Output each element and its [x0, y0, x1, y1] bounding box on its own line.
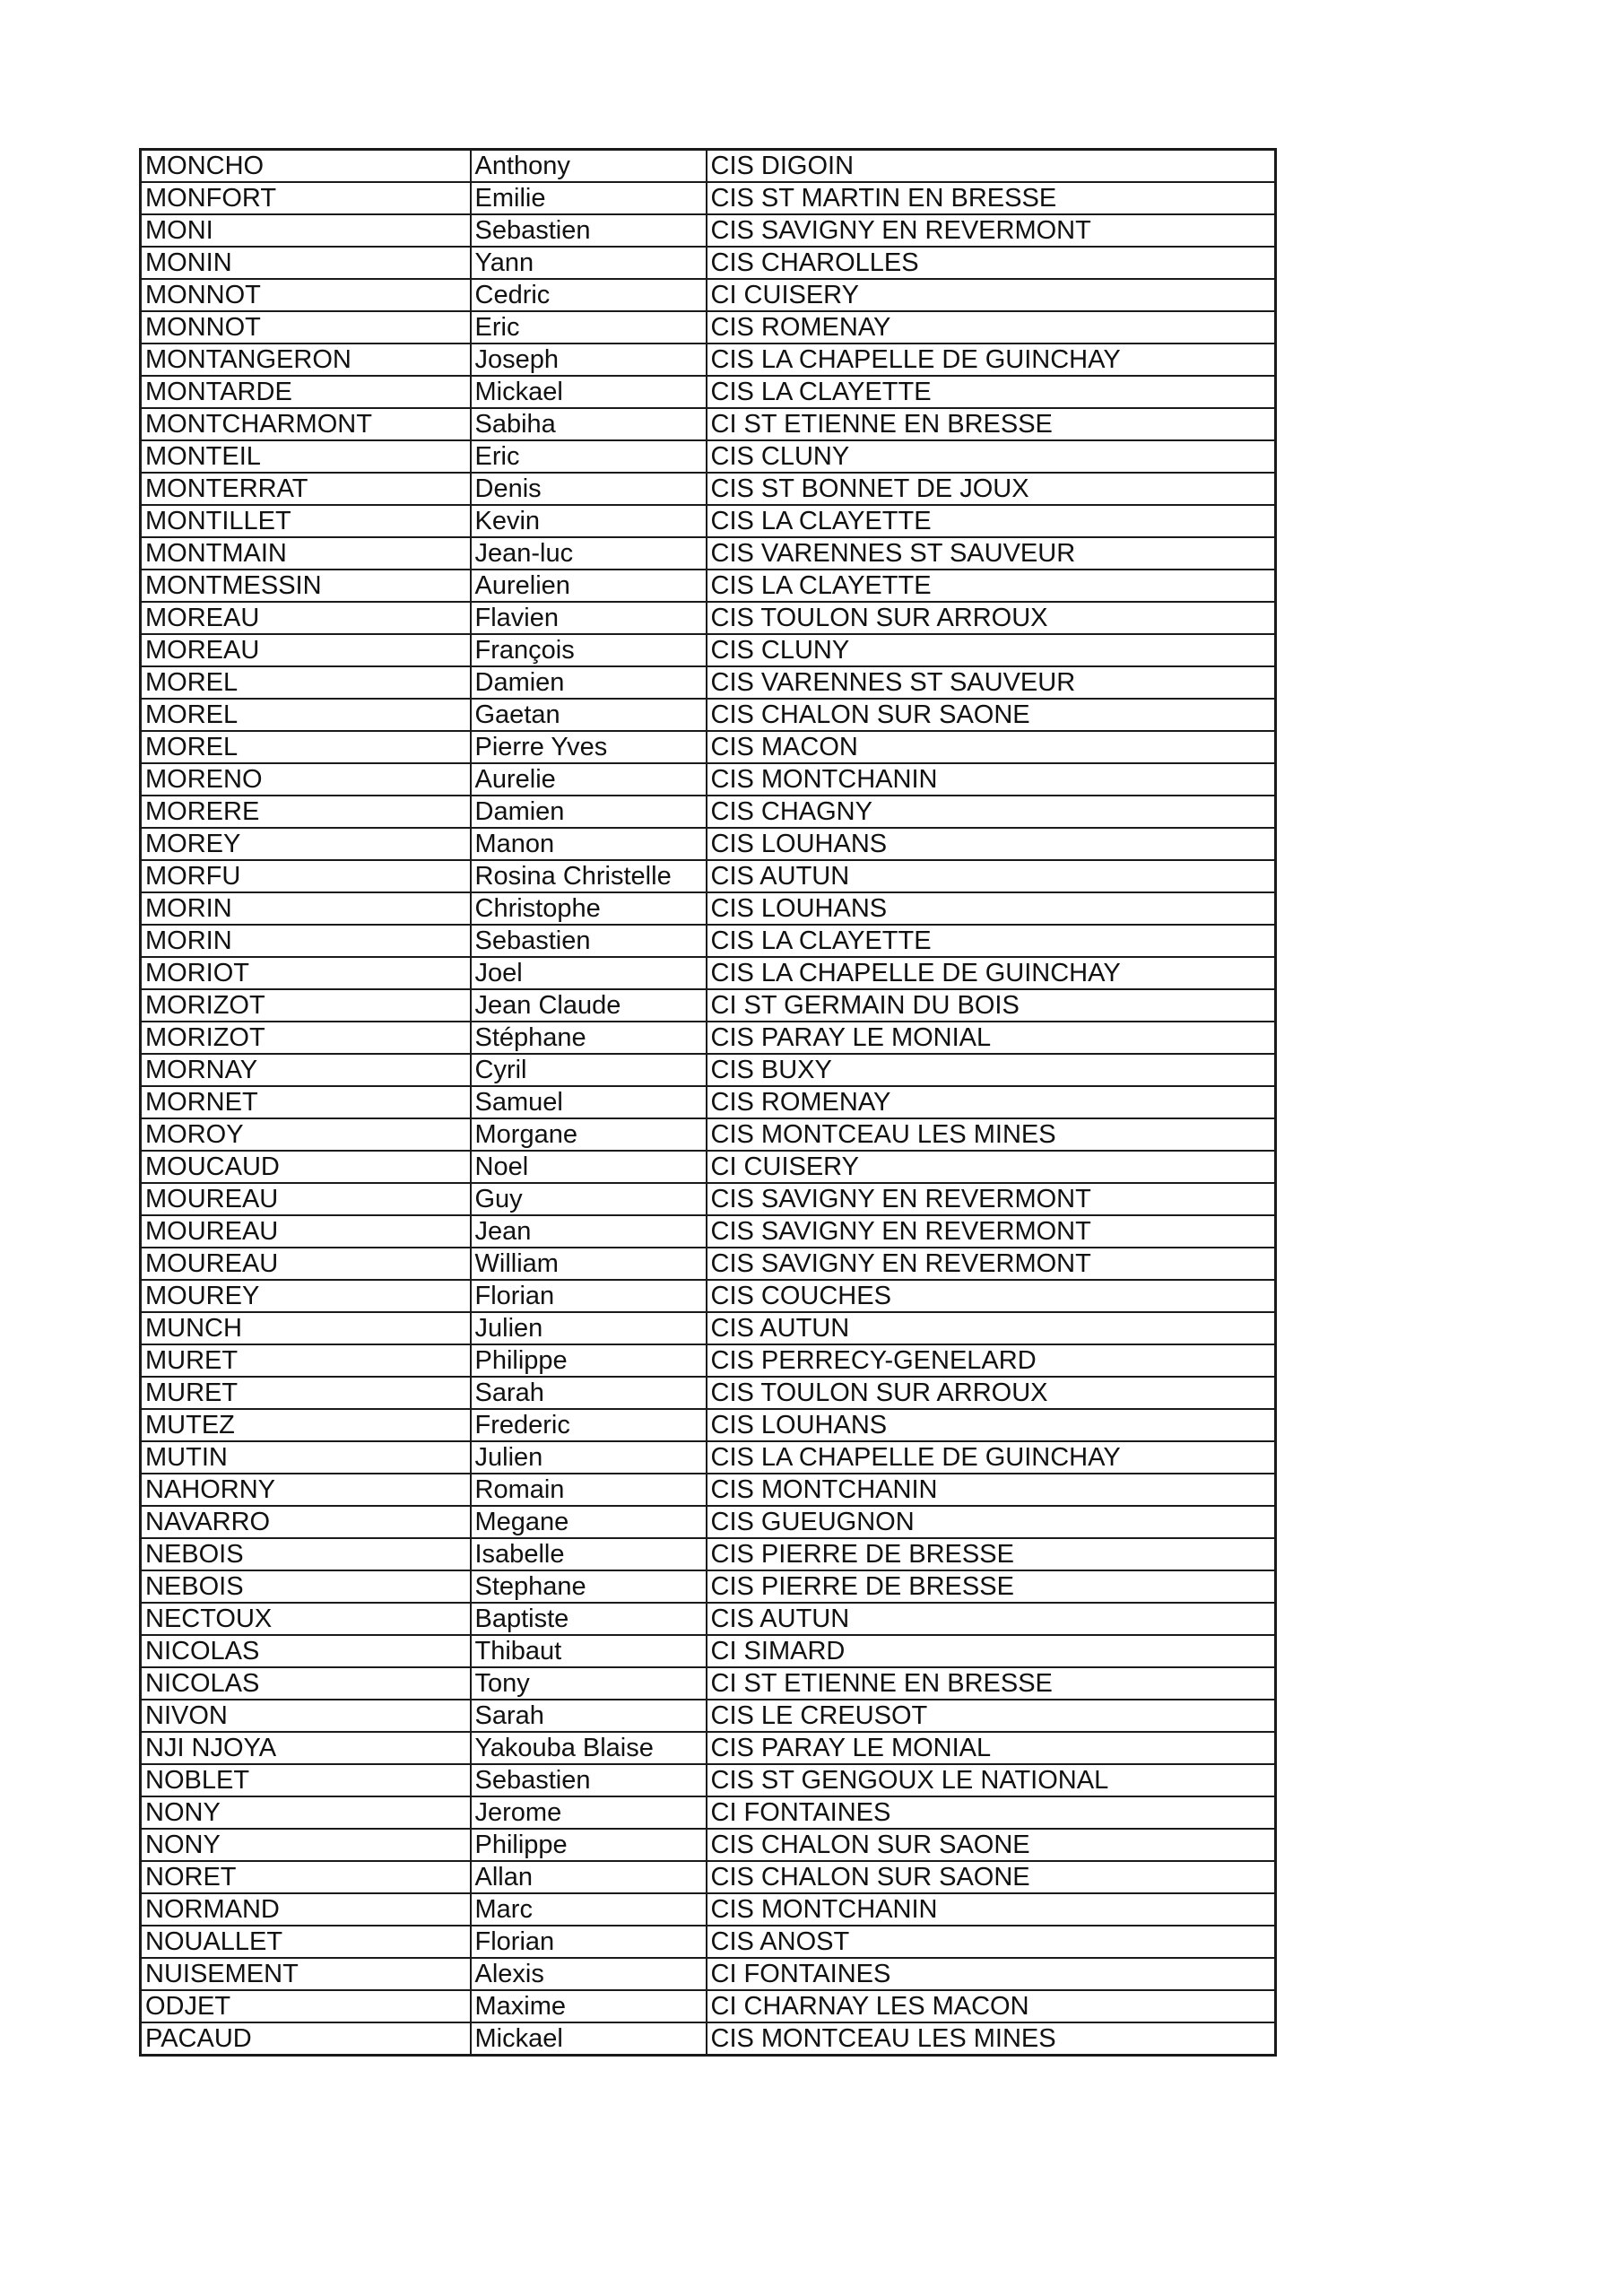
first-name-cell: Julien — [471, 1312, 707, 1344]
table-row — [141, 1022, 1276, 1054]
station-cell: CIS VARENNES ST SAUVEUR — [707, 666, 1276, 699]
last-name-cell: NICOLAS — [141, 1635, 471, 1667]
table-row — [141, 1926, 1276, 1958]
last-name-cell: MORIN — [141, 925, 471, 957]
station-cell: CIS LA CHAPELLE DE GUINCHAY — [707, 957, 1276, 989]
station-cell: CIS MONTCEAU LES MINES — [707, 1118, 1276, 1151]
table-row — [141, 860, 1276, 892]
station-cell: CIS AUTUN — [707, 1312, 1276, 1344]
station-cell: CIS BUXY — [707, 1054, 1276, 1086]
table-row — [141, 989, 1276, 1022]
table-row — [141, 1603, 1276, 1635]
table-row — [141, 376, 1276, 408]
last-name-cell: ODJET — [141, 1990, 471, 2022]
first-name-cell: Anthony — [471, 150, 707, 183]
last-name-cell: MONTEIL — [141, 440, 471, 473]
last-name-cell: MOUREY — [141, 1280, 471, 1312]
first-name-cell: Stéphane — [471, 1022, 707, 1054]
first-name-cell: Yann — [471, 247, 707, 279]
first-name-cell: Jerome — [471, 1796, 707, 1829]
last-name-cell: MOREAU — [141, 634, 471, 666]
table-row — [141, 570, 1276, 602]
station-cell: CIS LA CHAPELLE DE GUINCHAY — [707, 1441, 1276, 1474]
table-row — [141, 247, 1276, 279]
station-cell: CIS ROMENAY — [707, 1086, 1276, 1118]
last-name-cell: MONTILLET — [141, 505, 471, 537]
first-name-cell: Joel — [471, 957, 707, 989]
table-row — [141, 311, 1276, 344]
first-name-cell: Damien — [471, 796, 707, 828]
table-row — [141, 1506, 1276, 1538]
last-name-cell: MONNOT — [141, 311, 471, 344]
table-row — [141, 1958, 1276, 1990]
table-row — [141, 1312, 1276, 1344]
station-cell: CI CHARNAY LES MACON — [707, 1990, 1276, 2022]
table-row — [141, 1990, 1276, 2022]
last-name-cell: MONCHO — [141, 150, 471, 183]
last-name-cell: MOREL — [141, 666, 471, 699]
first-name-cell: Eric — [471, 440, 707, 473]
station-cell: CIS SAVIGNY EN REVERMONT — [707, 214, 1276, 247]
last-name-cell: MURET — [141, 1344, 471, 1377]
first-name-cell: Sebastien — [471, 925, 707, 957]
first-name-cell: Cyril — [471, 1054, 707, 1086]
table-row — [141, 1796, 1276, 1829]
station-cell: CIS PARAY LE MONIAL — [707, 1022, 1276, 1054]
station-cell: CI CUISERY — [707, 1151, 1276, 1183]
station-cell: CIS VARENNES ST SAUVEUR — [707, 537, 1276, 570]
last-name-cell: NEBOIS — [141, 1538, 471, 1570]
station-cell: CIS MONTCHANIN — [707, 1893, 1276, 1926]
table-row — [141, 473, 1276, 505]
first-name-cell: Marc — [471, 1893, 707, 1926]
first-name-cell: Cedric — [471, 279, 707, 311]
first-name-cell: Guy — [471, 1183, 707, 1215]
last-name-cell: NONY — [141, 1796, 471, 1829]
last-name-cell: NONY — [141, 1829, 471, 1861]
roster-table-body — [141, 150, 1276, 2056]
station-cell: CIS CLUNY — [707, 440, 1276, 473]
last-name-cell: MONTERRAT — [141, 473, 471, 505]
station-cell: CI ST ETIENNE EN BRESSE — [707, 1667, 1276, 1700]
table-row — [141, 1700, 1276, 1732]
table-row — [141, 182, 1276, 214]
table-row — [141, 1732, 1276, 1764]
station-cell: CIS PIERRE DE BRESSE — [707, 1570, 1276, 1603]
last-name-cell: MORNET — [141, 1086, 471, 1118]
station-cell: CIS CLUNY — [707, 634, 1276, 666]
last-name-cell: NJI NJOYA — [141, 1732, 471, 1764]
first-name-cell: Sebastien — [471, 1764, 707, 1796]
station-cell: CIS MONTCHANIN — [707, 1474, 1276, 1506]
station-cell: CIS AUTUN — [707, 860, 1276, 892]
table-row — [141, 925, 1276, 957]
first-name-cell: Kevin — [471, 505, 707, 537]
table-row — [141, 1667, 1276, 1700]
table-row — [141, 537, 1276, 570]
station-cell: CIS TOULON SUR ARROUX — [707, 602, 1276, 634]
first-name-cell: Samuel — [471, 1086, 707, 1118]
last-name-cell: MORIZOT — [141, 989, 471, 1022]
last-name-cell: NORET — [141, 1861, 471, 1893]
station-cell: CIS PERRECY-GENELARD — [707, 1344, 1276, 1377]
first-name-cell: Mickael — [471, 2022, 707, 2056]
table-row — [141, 1118, 1276, 1151]
station-cell: CIS MONTCEAU LES MINES — [707, 2022, 1276, 2056]
table-row — [141, 1538, 1276, 1570]
last-name-cell: NICOLAS — [141, 1667, 471, 1700]
last-name-cell: MOREL — [141, 699, 471, 731]
station-cell: CI ST ETIENNE EN BRESSE — [707, 408, 1276, 440]
last-name-cell: MURET — [141, 1377, 471, 1409]
station-cell: CIS ROMENAY — [707, 311, 1276, 344]
last-name-cell: MONI — [141, 214, 471, 247]
table-row — [141, 1151, 1276, 1183]
table-row — [141, 1054, 1276, 1086]
last-name-cell: MOROY — [141, 1118, 471, 1151]
table-row — [141, 1570, 1276, 1603]
table-row — [141, 666, 1276, 699]
station-cell: CIS LOUHANS — [707, 1409, 1276, 1441]
first-name-cell: Denis — [471, 473, 707, 505]
last-name-cell: MOREAU — [141, 602, 471, 634]
station-cell: CIS LOUHANS — [707, 828, 1276, 860]
last-name-cell: NAHORNY — [141, 1474, 471, 1506]
table-row — [141, 957, 1276, 989]
first-name-cell: Christophe — [471, 892, 707, 925]
last-name-cell: MOUREAU — [141, 1183, 471, 1215]
first-name-cell: Alexis — [471, 1958, 707, 1990]
last-name-cell: MORERE — [141, 796, 471, 828]
first-name-cell: Florian — [471, 1926, 707, 1958]
table-row — [141, 1409, 1276, 1441]
station-cell: CIS LOUHANS — [707, 892, 1276, 925]
last-name-cell: MORIN — [141, 892, 471, 925]
table-row — [141, 505, 1276, 537]
station-cell: CIS MACON — [707, 731, 1276, 763]
table-row — [141, 440, 1276, 473]
station-cell: CIS ANOST — [707, 1926, 1276, 1958]
table-row — [141, 796, 1276, 828]
table-row — [141, 763, 1276, 796]
last-name-cell: MORNAY — [141, 1054, 471, 1086]
station-cell: CIS LA CLAYETTE — [707, 925, 1276, 957]
table-row — [141, 1474, 1276, 1506]
first-name-cell: Emilie — [471, 182, 707, 214]
first-name-cell: Philippe — [471, 1344, 707, 1377]
last-name-cell: NORMAND — [141, 1893, 471, 1926]
station-cell: CI CUISERY — [707, 279, 1276, 311]
station-cell: CIS DIGOIN — [707, 150, 1276, 183]
station-cell: CIS LA CLAYETTE — [707, 505, 1276, 537]
first-name-cell: François — [471, 634, 707, 666]
station-cell: CIS GUEUGNON — [707, 1506, 1276, 1538]
table-row — [141, 699, 1276, 731]
last-name-cell: MONNOT — [141, 279, 471, 311]
table-row — [141, 828, 1276, 860]
station-cell: CIS PIERRE DE BRESSE — [707, 1538, 1276, 1570]
station-cell: CIS LA CLAYETTE — [707, 376, 1276, 408]
table-row — [141, 408, 1276, 440]
station-cell: CIS CHALON SUR SAONE — [707, 699, 1276, 731]
first-name-cell: Aurelie — [471, 763, 707, 796]
table-row — [141, 731, 1276, 763]
last-name-cell: MUTEZ — [141, 1409, 471, 1441]
station-cell: CIS CHALON SUR SAONE — [707, 1829, 1276, 1861]
station-cell: CIS LA CHAPELLE DE GUINCHAY — [707, 344, 1276, 376]
first-name-cell: Jean Claude — [471, 989, 707, 1022]
table-row — [141, 1764, 1276, 1796]
station-cell: CI FONTAINES — [707, 1796, 1276, 1829]
station-cell: CIS CHAROLLES — [707, 247, 1276, 279]
first-name-cell: William — [471, 1248, 707, 1280]
table-row — [141, 1861, 1276, 1893]
last-name-cell: PACAUD — [141, 2022, 471, 2056]
first-name-cell: Isabelle — [471, 1538, 707, 1570]
last-name-cell: MORENO — [141, 763, 471, 796]
table-row — [141, 892, 1276, 925]
first-name-cell: Florian — [471, 1280, 707, 1312]
table-row — [141, 1086, 1276, 1118]
first-name-cell: Jean — [471, 1215, 707, 1248]
last-name-cell: MORFU — [141, 860, 471, 892]
table-row — [141, 634, 1276, 666]
first-name-cell: Joseph — [471, 344, 707, 376]
first-name-cell: Sarah — [471, 1377, 707, 1409]
last-name-cell: NECTOUX — [141, 1603, 471, 1635]
last-name-cell: MONTMAIN — [141, 537, 471, 570]
table-row — [141, 1183, 1276, 1215]
first-name-cell: Pierre Yves — [471, 731, 707, 763]
last-name-cell: MONTCHARMONT — [141, 408, 471, 440]
first-name-cell: Megane — [471, 1506, 707, 1538]
first-name-cell: Aurelien — [471, 570, 707, 602]
first-name-cell: Stephane — [471, 1570, 707, 1603]
first-name-cell: Thibaut — [471, 1635, 707, 1667]
first-name-cell: Yakouba Blaise — [471, 1732, 707, 1764]
station-cell: CIS ST GENGOUX LE NATIONAL — [707, 1764, 1276, 1796]
first-name-cell: Sabiha — [471, 408, 707, 440]
last-name-cell: MOUREAU — [141, 1215, 471, 1248]
station-cell: CIS COUCHES — [707, 1280, 1276, 1312]
table-row — [141, 1215, 1276, 1248]
station-cell: CIS CHALON SUR SAONE — [707, 1861, 1276, 1893]
station-cell: CIS SAVIGNY EN REVERMONT — [707, 1215, 1276, 1248]
last-name-cell: NAVARRO — [141, 1506, 471, 1538]
station-cell: CIS LE CREUSOT — [707, 1700, 1276, 1732]
last-name-cell: MUNCH — [141, 1312, 471, 1344]
last-name-cell: MONTANGERON — [141, 344, 471, 376]
table-row — [141, 1344, 1276, 1377]
station-cell: CIS SAVIGNY EN REVERMONT — [707, 1183, 1276, 1215]
table-row — [141, 1893, 1276, 1926]
last-name-cell: MONFORT — [141, 182, 471, 214]
station-cell: CI ST GERMAIN DU BOIS — [707, 989, 1276, 1022]
table-row — [141, 2022, 1276, 2056]
station-cell: CIS LA CLAYETTE — [707, 570, 1276, 602]
first-name-cell: Flavien — [471, 602, 707, 634]
first-name-cell: Gaetan — [471, 699, 707, 731]
last-name-cell: NUISEMENT — [141, 1958, 471, 1990]
first-name-cell: Rosina Christelle — [471, 860, 707, 892]
table-row — [141, 1248, 1276, 1280]
station-cell: CIS CHAGNY — [707, 796, 1276, 828]
first-name-cell: Frederic — [471, 1409, 707, 1441]
roster-table — [139, 148, 1277, 2057]
station-cell: CIS MONTCHANIN — [707, 763, 1276, 796]
last-name-cell: MONIN — [141, 247, 471, 279]
last-name-cell: MOUCAUD — [141, 1151, 471, 1183]
last-name-cell: NOUALLET — [141, 1926, 471, 1958]
last-name-cell: MOREL — [141, 731, 471, 763]
first-name-cell: Tony — [471, 1667, 707, 1700]
first-name-cell: Eric — [471, 311, 707, 344]
table-row — [141, 1829, 1276, 1861]
first-name-cell: Noel — [471, 1151, 707, 1183]
last-name-cell: NEBOIS — [141, 1570, 471, 1603]
first-name-cell: Manon — [471, 828, 707, 860]
first-name-cell: Morgane — [471, 1118, 707, 1151]
station-cell: CIS PARAY LE MONIAL — [707, 1732, 1276, 1764]
last-name-cell: MONTARDE — [141, 376, 471, 408]
table-row — [141, 214, 1276, 247]
station-cell: CIS TOULON SUR ARROUX — [707, 1377, 1276, 1409]
first-name-cell: Maxime — [471, 1990, 707, 2022]
first-name-cell: Romain — [471, 1474, 707, 1506]
station-cell: CI FONTAINES — [707, 1958, 1276, 1990]
station-cell: CIS AUTUN — [707, 1603, 1276, 1635]
station-cell: CIS SAVIGNY EN REVERMONT — [707, 1248, 1276, 1280]
table-row — [141, 279, 1276, 311]
table-row — [141, 1635, 1276, 1667]
first-name-cell: Sarah — [471, 1700, 707, 1732]
first-name-cell: Jean-luc — [471, 537, 707, 570]
first-name-cell: Damien — [471, 666, 707, 699]
last-name-cell: MORIZOT — [141, 1022, 471, 1054]
station-cell: CIS ST MARTIN EN BRESSE — [707, 182, 1276, 214]
last-name-cell: MONTMESSIN — [141, 570, 471, 602]
last-name-cell: MOREY — [141, 828, 471, 860]
last-name-cell: MOUREAU — [141, 1248, 471, 1280]
last-name-cell: MORIOT — [141, 957, 471, 989]
table-row — [141, 1280, 1276, 1312]
station-cell: CI SIMARD — [707, 1635, 1276, 1667]
first-name-cell: Baptiste — [471, 1603, 707, 1635]
table-row — [141, 150, 1276, 183]
first-name-cell: Philippe — [471, 1829, 707, 1861]
last-name-cell: NOBLET — [141, 1764, 471, 1796]
last-name-cell: NIVON — [141, 1700, 471, 1732]
first-name-cell: Mickael — [471, 376, 707, 408]
first-name-cell: Julien — [471, 1441, 707, 1474]
table-row — [141, 602, 1276, 634]
table-row — [141, 1441, 1276, 1474]
table-row — [141, 1377, 1276, 1409]
first-name-cell: Sebastien — [471, 214, 707, 247]
first-name-cell: Allan — [471, 1861, 707, 1893]
table-row — [141, 344, 1276, 376]
station-cell: CIS ST BONNET DE JOUX — [707, 473, 1276, 505]
last-name-cell: MUTIN — [141, 1441, 471, 1474]
